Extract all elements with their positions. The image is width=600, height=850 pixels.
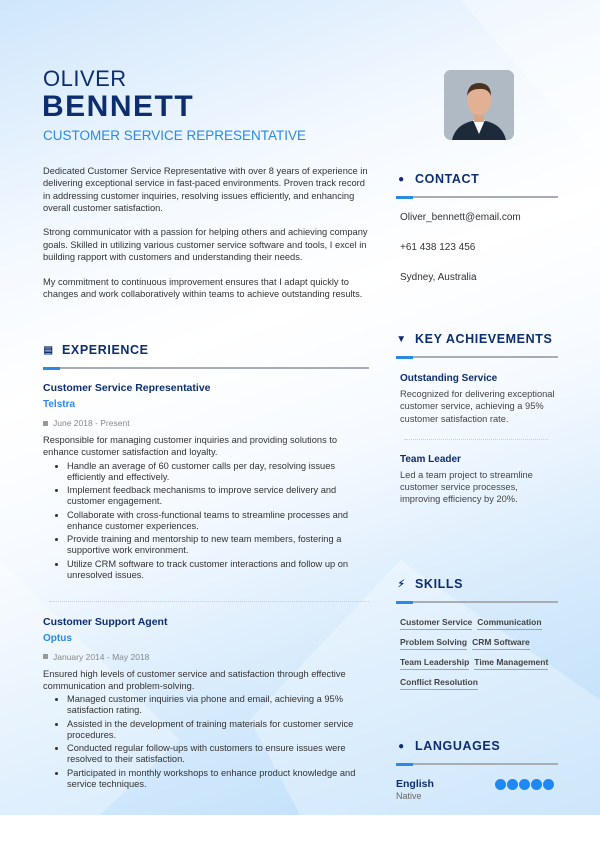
- calendar-icon: [43, 654, 48, 659]
- phone[interactable]: +61 438 123 456: [400, 242, 476, 253]
- divider: [49, 601, 369, 602]
- experience-section: [43, 343, 369, 790]
- job-description: Ensured high levels of customer service and satisfaction through effective communication and problem-solving.: [43, 668, 346, 691]
- company: Optus: [43, 632, 72, 644]
- bullet: • Conducted regular follow-ups with customers to ensure issues were resolved to their satisfaction.: [67, 743, 369, 765]
- job-dates: June 2018 - Present: [43, 418, 369, 428]
- skill-tag: Customer Service: [400, 617, 472, 630]
- experience-heading: ▤ EXPERIENCE: [43, 343, 149, 357]
- bullet: • Assisted in the development of training materials for customer service procedures.: [67, 719, 369, 741]
- summary-paragraph: Strong communicator with a passion for helping others and achieving company goals. Skilled in utilizing various customer service software and tools, I excel in building rapport with customers and understanding their needs.: [43, 227, 368, 263]
- divider: [43, 367, 369, 369]
- achievement-title: Team Leader: [400, 453, 461, 465]
- bullet: • Provide training and mentorship to new team members, fostering a supportive work environment.: [67, 534, 369, 556]
- job-title: CUSTOMER SERVICE REPRESENTATIVE: [43, 128, 307, 143]
- achievement-title: Outstanding Service: [400, 373, 498, 384]
- job-dates: January 2014 - May 2018: [43, 652, 369, 662]
- bullet: • Participated in monthly workshops to enhance product knowledge and service techniques.: [67, 768, 369, 790]
- last-name: BENNETT: [42, 90, 195, 123]
- skill-tag: Conflict Resolution: [400, 677, 478, 690]
- contact-section: [396, 172, 558, 302]
- bullet: • Managed customer inquiries via phone and email, achieving a 95% satisfaction rating.: [67, 694, 369, 716]
- bullet: • Utilize CRM software to track customer interactions and follow up on unresolved issues.: [67, 559, 369, 581]
- profile-photo: [444, 70, 514, 140]
- rating-dot: [507, 779, 518, 790]
- achievements-heading: ▼ KEY ACHIEVEMENTS: [396, 332, 553, 346]
- divider: [396, 601, 558, 603]
- job-description: Responsible for managing customer inquiries and providing solutions to enhance customer satisfaction and loyalty.: [43, 435, 338, 457]
- company: Telstra: [43, 399, 76, 410]
- language-name: English: [396, 778, 434, 790]
- rating-dot: [495, 779, 506, 790]
- globe-icon: ●: [398, 740, 405, 752]
- rating-dot: [543, 779, 554, 790]
- skills-heading: ⚡︎ SKILLS: [397, 577, 464, 591]
- achievement-description: Led a team project to streamline customer service processes, improving efficiency by 20%.: [400, 469, 533, 505]
- skill-tag: Team Leadership: [400, 657, 469, 670]
- skill-tag: Problem Solving: [400, 637, 467, 650]
- contact-heading: ● CONTACT: [396, 172, 558, 186]
- language-item: [396, 778, 558, 801]
- job-title: Customer Support Agent: [43, 615, 168, 628]
- languages-section: [396, 739, 558, 801]
- job-bullets: [67, 461, 369, 581]
- job-entry: [43, 382, 369, 581]
- job-entry: [43, 616, 369, 790]
- bullet: • Handle an average of 60 customer calls per day, resolving issues efficiently and effectively.: [67, 461, 369, 483]
- skill-tag: Communication: [477, 617, 541, 630]
- calendar-icon: [43, 421, 48, 426]
- lightning-icon: ⚡︎: [397, 578, 406, 590]
- skill-tag: Time Management: [474, 657, 548, 670]
- languages-heading: ● LANGUAGES: [396, 739, 558, 753]
- language-level: Native: [396, 791, 422, 801]
- summary: [43, 165, 373, 313]
- bullet: • Collaborate with cross-functional teams to streamline processes and enhance customer experiences.: [67, 510, 369, 532]
- achievement-item: [400, 373, 558, 425]
- divider: [396, 196, 558, 198]
- bullet: • Implement feedback mechanisms to improve service delivery and customer engagement.: [67, 485, 369, 507]
- trophy-icon: ▼: [396, 333, 407, 345]
- rating-dot: [531, 779, 542, 790]
- achievements-section: [396, 332, 558, 506]
- person-icon: ●: [398, 173, 405, 185]
- job-bullets: [67, 694, 369, 790]
- achievement-item: [400, 454, 558, 506]
- divider: [404, 439, 548, 440]
- divider: [396, 356, 558, 358]
- job-title: Customer Service Representative: [43, 382, 211, 394]
- achievement-description: Recognized for delivering exceptional customer service, achieving a 95% customer satisfaction rate.: [400, 389, 555, 424]
- briefcase-icon: ▤: [43, 344, 54, 356]
- rating-dot: [519, 779, 530, 790]
- email[interactable]: Oliver_bennett@email.com: [400, 212, 521, 223]
- skills-section: [396, 577, 558, 697]
- summary-paragraph: Dedicated Customer Service Representative with over 8 years of experience in delivering exceptional service in fast-paced environments. Proven track record in addressing customer inquiries, resolving issues efficiently, and enhancing overall customer satisfaction.: [43, 166, 368, 213]
- summary-paragraph: My commitment to continuous improvement ensures that I adapt quickly to changes and work collaboratively within teams to achieve outstanding results.: [43, 276, 363, 299]
- divider: [396, 763, 558, 765]
- first-name: OLIVER: [43, 66, 127, 91]
- location: Sydney, Australia: [400, 272, 477, 283]
- skill-tag: CRM Software: [472, 637, 530, 650]
- language-rating: [495, 779, 554, 790]
